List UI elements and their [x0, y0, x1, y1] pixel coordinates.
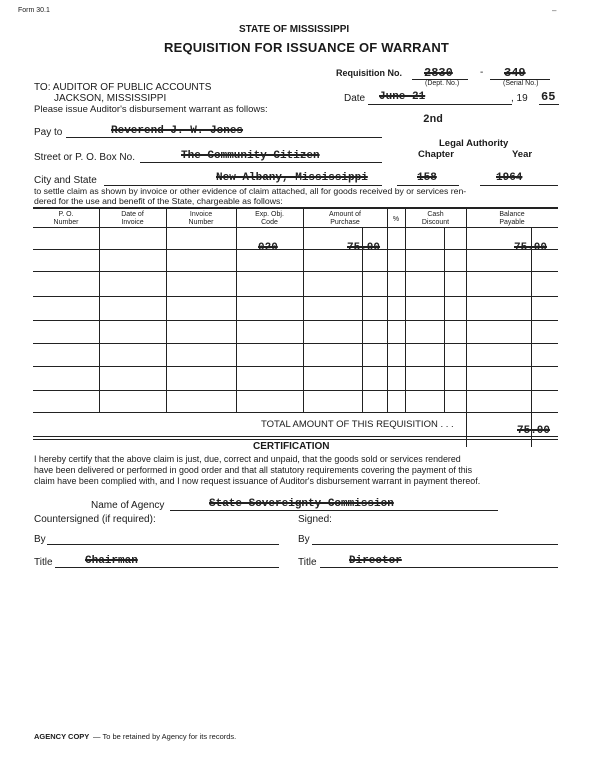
corner-mark: – [552, 6, 557, 15]
col-balance-header-2: Payable [499, 219, 525, 226]
certification-line1: I hereby certify that the above claim is just, due, correct and unpaid, that the goods sold or services rendered [34, 454, 461, 464]
title-label-2: Title [298, 557, 317, 568]
street-label: Street or P. O. Box No. [34, 152, 135, 163]
table-top-rule [33, 207, 558, 209]
by-label: By [34, 534, 46, 545]
row-rule [33, 366, 558, 367]
col-balance-header [466, 211, 558, 227]
col-discount-header [405, 211, 466, 227]
agency-line [170, 510, 498, 511]
serial-no-value: 349 [504, 66, 526, 80]
city-value: New Albany, Mississippi [216, 172, 368, 184]
countersigned-label: Countersigned (if required): [34, 514, 156, 525]
requisition-dash: - [480, 67, 484, 78]
chapter-value: 158 [417, 172, 437, 184]
year-value: 1964 [496, 172, 523, 184]
dept-no-value: 2830 [424, 66, 453, 80]
col-amount-header-1: Amount of [329, 211, 361, 218]
dept-no-caption: (Dept. No.) [425, 80, 460, 87]
date-year-prefix: , 19 [511, 93, 528, 104]
row-rule [33, 390, 558, 391]
row-rule [33, 320, 558, 321]
row-rule [33, 271, 558, 272]
certification-title: CERTIFICATION [253, 441, 330, 452]
street-line [140, 162, 382, 163]
row-rule [33, 249, 558, 250]
chapter-label: Chapter [418, 149, 454, 160]
col-date-header-1: Date of [121, 211, 144, 218]
to-instruction: Please issue Auditor's disbursement warrant as follows: [34, 104, 268, 115]
col-date-header [99, 211, 166, 227]
date-line [368, 104, 512, 105]
col-code-header [236, 211, 303, 227]
row1-code: 020 [258, 242, 278, 254]
row-rule [33, 412, 558, 413]
col-po-header-2: Number [53, 219, 79, 226]
title-value: Chairman [85, 555, 138, 567]
title-line [55, 567, 279, 568]
col-divider [166, 207, 167, 413]
serial-no-caption: (Serial No.) [503, 80, 539, 87]
by-line-2 [312, 544, 558, 545]
certification-line3: claim have been complied with, and I now request issuance of Auditor's disbursement warrant in payment thereof. [34, 476, 481, 486]
state-heading: STATE OF MISSISSIPPI [239, 24, 350, 35]
col-invoice-header-2: Number [188, 219, 214, 226]
row-rule [33, 296, 558, 297]
legal-authority-typed: 2nd [423, 114, 443, 126]
row-rule [33, 343, 558, 344]
form-title: REQUISITION FOR ISSUANCE OF WARRANT [164, 40, 450, 55]
settle-text-line1: to settle claim as shown by invoice or other evidence of claim attached, all for goods received by or services ren- [34, 186, 467, 196]
total-bottom-rule [33, 436, 558, 437]
street-value: The Community Citizen [181, 150, 320, 162]
by-label-2: By [298, 534, 310, 545]
to-auditor: TO: AUDITOR OF PUBLIC ACCOUNTS [34, 82, 212, 93]
agency-label: Name of Agency [91, 500, 165, 511]
col-divider [99, 207, 100, 413]
by-line [47, 544, 279, 545]
total-label: TOTAL AMOUNT OF THIS REQUISITION . . . [261, 419, 454, 430]
signed-label: Signed: [298, 514, 332, 525]
year-label: Year [512, 149, 533, 160]
col-code-header-1: Exp. Obj. [255, 211, 284, 218]
title-line-2 [320, 567, 558, 568]
col-divider [236, 207, 237, 413]
col-po-header-1: P. O. [58, 211, 74, 218]
pay-to-line [66, 137, 382, 138]
legal-authority-label: Legal Authority [439, 138, 509, 149]
col-code-header-2: Code [261, 219, 278, 226]
date-label: Date [344, 93, 366, 104]
agency-copy-note: — To be retained by Agency for its records. [93, 732, 237, 741]
to-city: JACKSON, MISSISSIPPI [54, 93, 167, 104]
col-divider [303, 207, 304, 413]
col-po-header [33, 211, 99, 227]
settle-text-line2: dered for the use and benefit of the State, chargeable as follows: [34, 196, 283, 206]
date-year-value: 65 [541, 90, 556, 104]
col-invoice-header [166, 211, 236, 227]
col-pct-header-1: % [392, 216, 400, 223]
date-value: June 21 [379, 91, 426, 103]
row1-balance: 75.00 [514, 242, 548, 254]
col-balance-header-1: Balance [499, 211, 525, 218]
form-number: Form 30.1 [18, 7, 50, 14]
total-bottom-rule-2 [33, 439, 558, 440]
certification-line2: have been delivered or performed in good order and that all statutory requirements covering the payment of this [34, 465, 473, 475]
col-amount-header [303, 211, 387, 227]
col-invoice-header-1: Invoice [189, 211, 213, 218]
title-label: Title [34, 557, 53, 568]
col-amount-header-2: Purchase [330, 219, 360, 226]
city-label: City and State [34, 175, 97, 186]
title-value-2: Director [349, 555, 402, 567]
year-line-2 [480, 185, 558, 186]
col-discount-header-2: Discount [421, 219, 450, 226]
col-pct-header [387, 216, 405, 224]
pay-to-value: Reverend J. W. Jones [111, 125, 244, 137]
agency-value: State Sovereignty Commission [209, 498, 394, 510]
col-date-header-2: Invoice [121, 219, 144, 226]
row1-amount: 75.00 [347, 242, 381, 254]
requisition-label: Requisition No. [336, 68, 402, 78]
total-value: 75.00 [517, 425, 551, 437]
agency-copy-label: AGENCY COPY [34, 732, 90, 741]
col-discount-header-1: Cash [427, 211, 444, 218]
col-divider [405, 207, 406, 413]
table-header-rule [33, 227, 558, 228]
col-divider [531, 227, 532, 447]
year-line [539, 104, 559, 105]
col-divider [387, 207, 388, 413]
col-divider [466, 207, 467, 447]
pay-to-label: Pay to [34, 127, 63, 138]
